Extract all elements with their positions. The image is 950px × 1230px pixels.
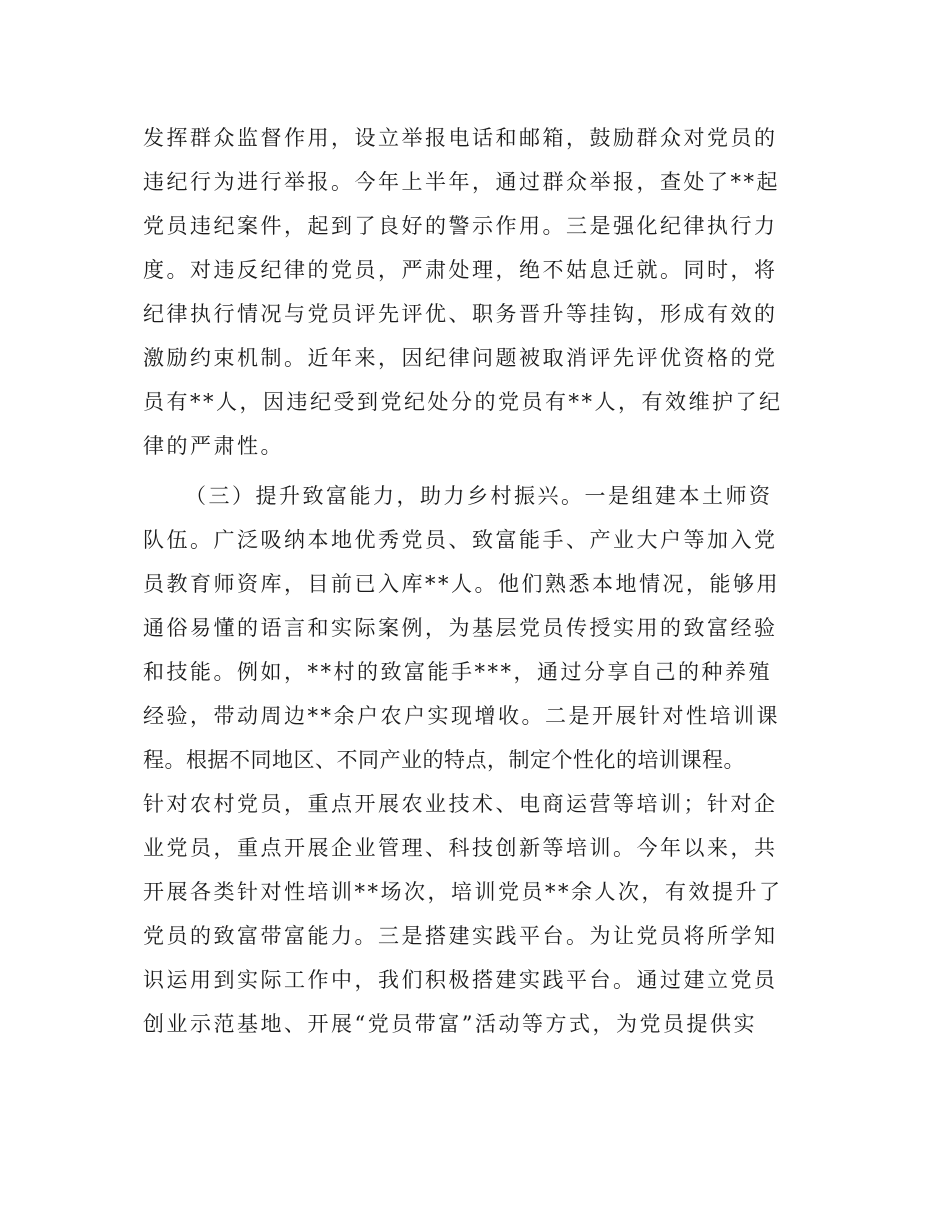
text-line: 针对农村党员，重点开展农业技术、电商运营等培训；针对企 [143,792,778,816]
text-line: 党员违纪案件，起到了良好的警示作用。三是强化纪律执行力 [143,214,778,238]
text-line: 党员的致富带富能力。三是搭建实践平台。为让党员将所学知 [143,924,778,948]
text-line: 通俗易懂的语言和实际案例，为基层党员传授实用的致富经验 [143,616,778,640]
text-line: 队伍。广泛吸纳本地优秀党员、致富能手、产业大户等加入党 [143,528,778,552]
text-line: 违纪行为进行举报。今年上半年，通过群众举报，查处了**起 [143,170,780,194]
text-line: 律的严肃性。 [143,434,284,458]
text-line: 程。根据不同地区、不同产业的特点，制定个性化的培训课程。 [143,748,745,772]
text-line: 识运用到实际工作中，我们积极搭建实践平台。通过建立党员 [143,968,778,992]
text-line: 激励约束机制。近年来，因纪律问题被取消评先评优资格的党 [143,346,778,370]
text-line: 业党员，重点开展企业管理、科技创新等培训。今年以来，共 [143,836,778,860]
text-line: 和技能。例如，**村的致富能手***，通过分享自己的种养殖 [143,660,772,684]
text-line: 开展各类针对性培训**场次，培训党员**余人次，有效提升了 [143,880,783,904]
section-heading-line: （三）提升致富能力，助力乡村振兴。一是组建本土师资 [185,484,773,508]
text-line: 创业示范基地、开展“党员带富”活动等方式，为党员提供实 [143,1012,757,1036]
text-line: 员教育师资库，目前已入库**人。他们熟悉本地情况，能够用 [143,572,780,596]
text-line: 发挥群众监督作用，设立举报电话和邮箱，鼓励群众对党员的 [143,126,778,150]
text-line: 度。对违反纪律的党员，严肃处理，绝不姑息迁就。同时，将 [143,258,778,282]
text-line: 员有**人，因违纪受到党纪处分的党员有**人，有效维护了纪 [143,390,783,414]
text-line: 经验，带动周边**余户农户实现增收。二是开展针对性培训课 [143,704,780,728]
text-line: 纪律执行情况与党员评先评优、职务晋升等挂钩，形成有效的 [143,302,778,326]
